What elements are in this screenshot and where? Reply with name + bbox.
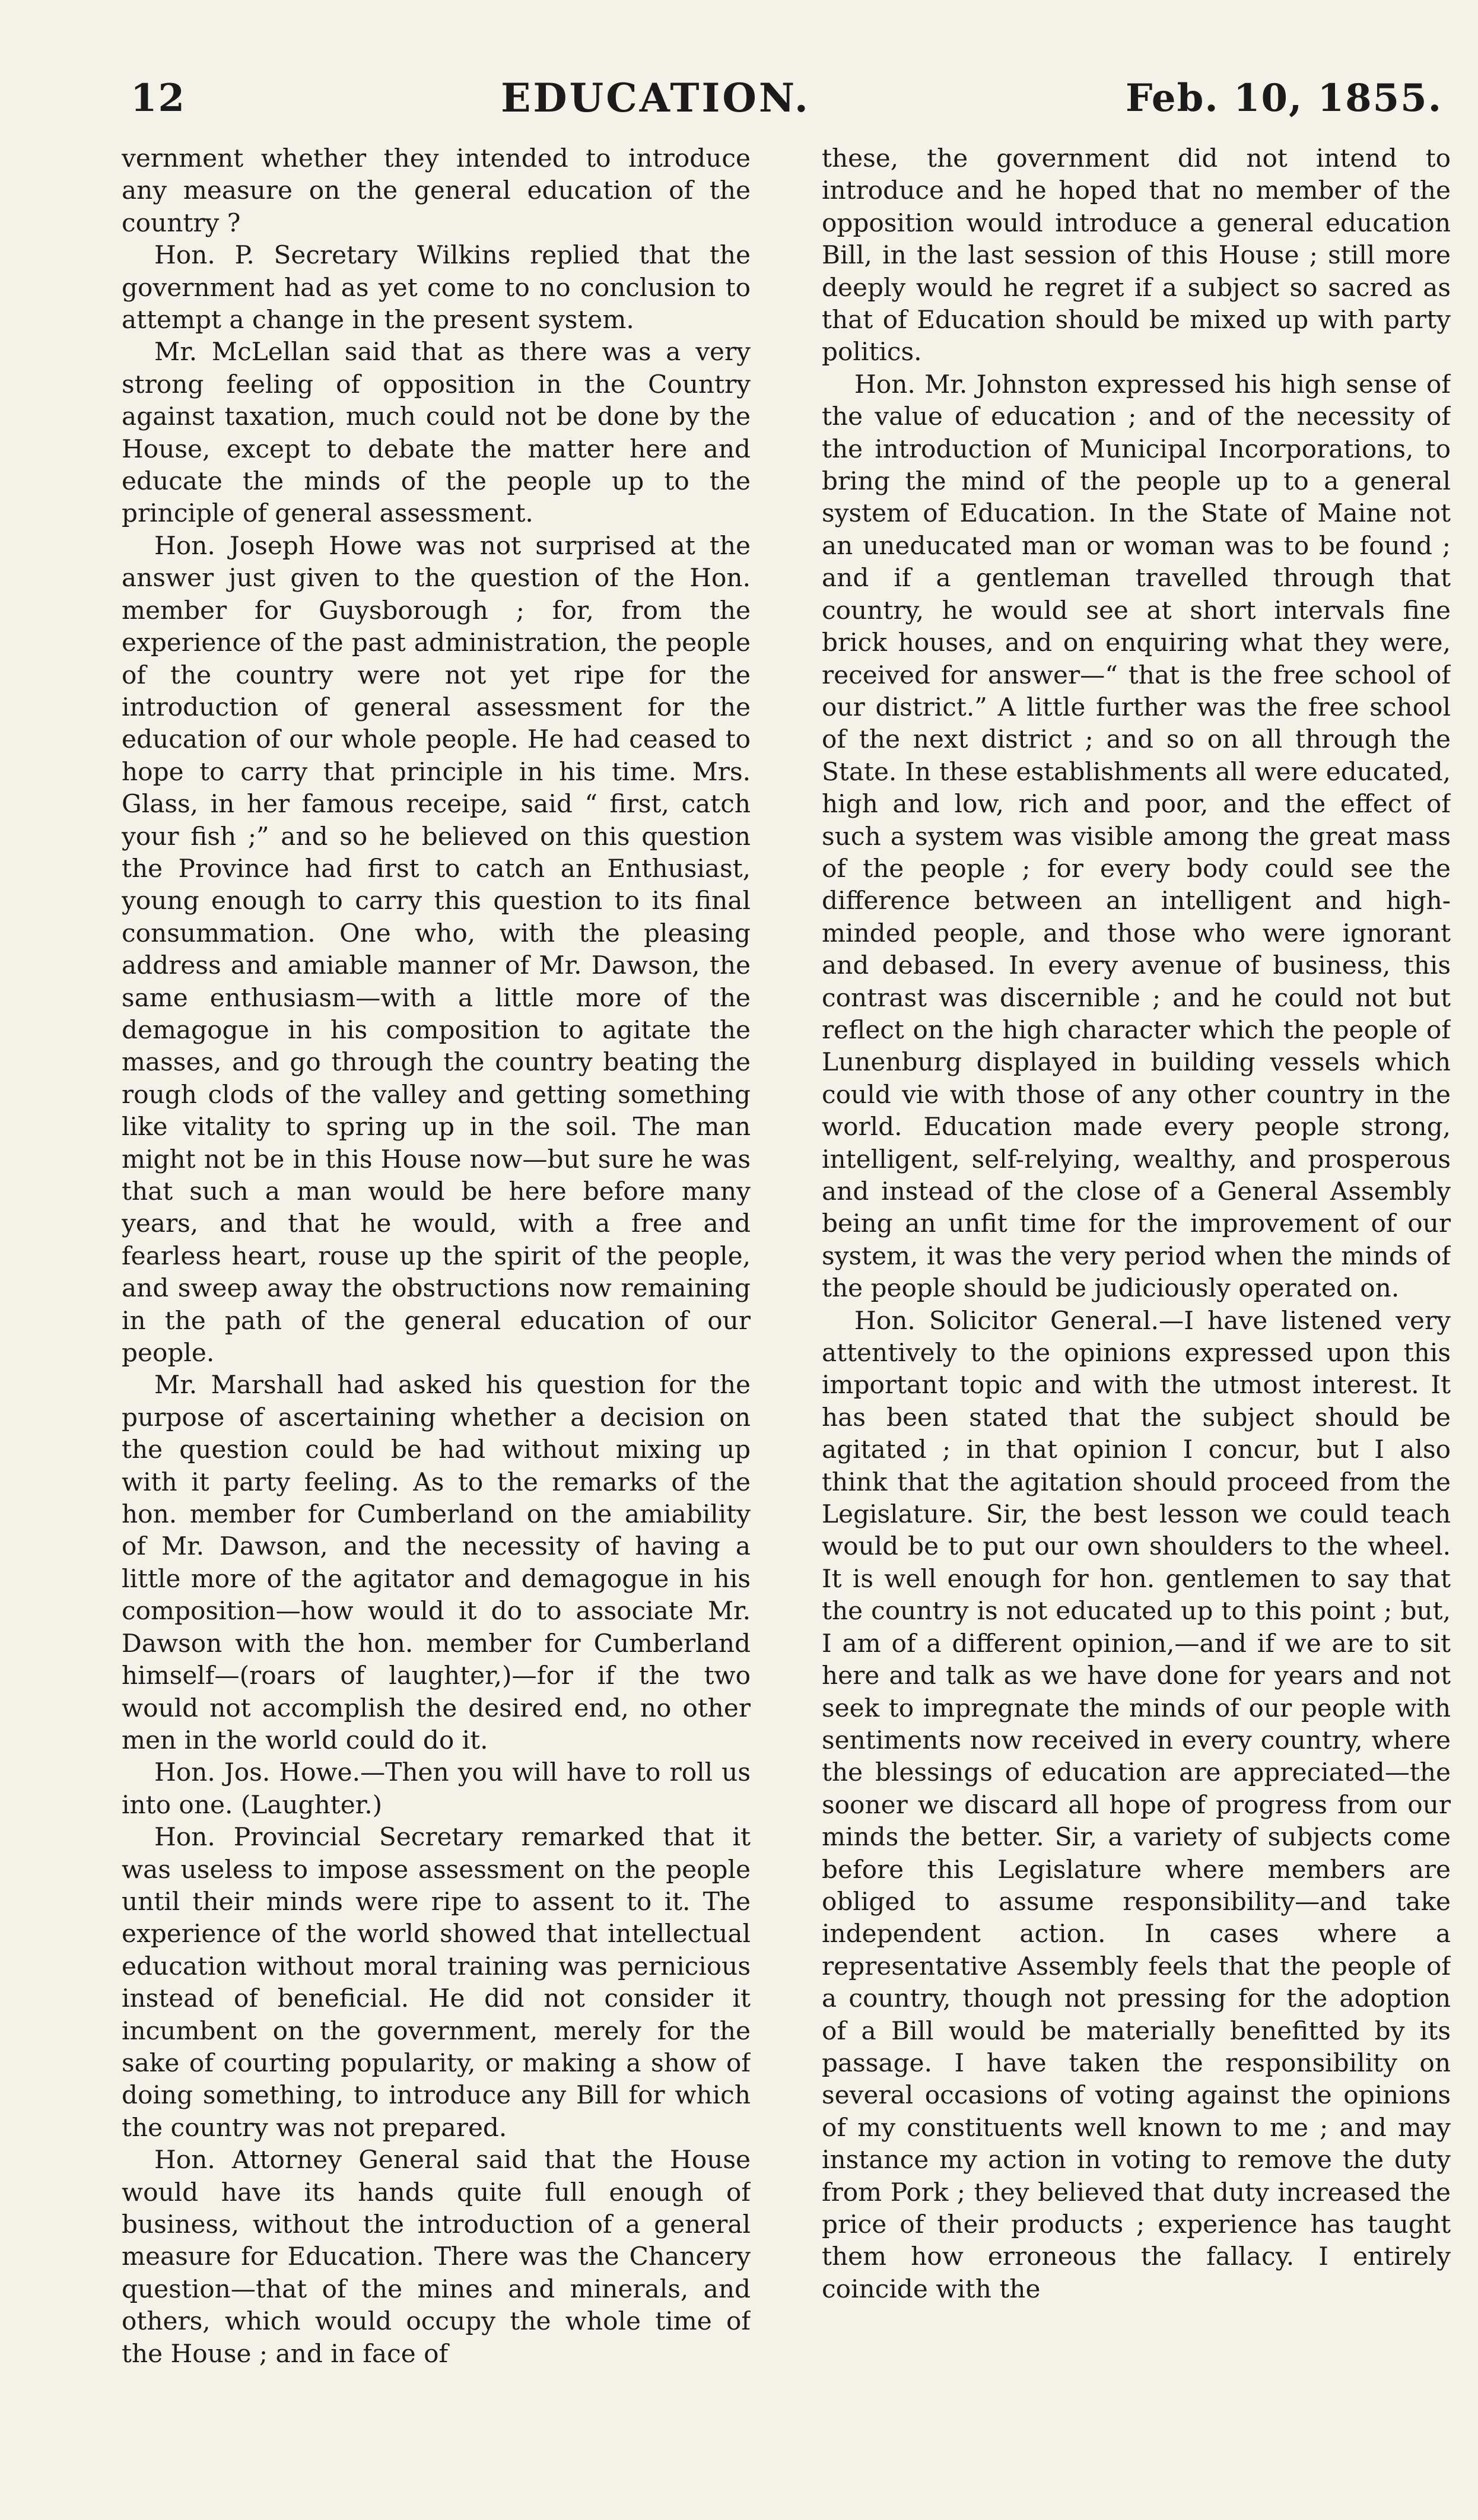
paragraph: these, the government did not intend to introduce and he hoped that no member of the opposition would introduce a general education Bill, in the last session of this House ; still more deeply would he regret if a subject so sacred as that of Education should be mixed up with party politics. xyxy=(822,144,1451,367)
paragraph: vernment whether they intended to introduce any measure on the general education of the country ? xyxy=(122,144,751,237)
paragraph: Hon. Joseph Howe was not surprised at the answer just given to the question of the Hon. member for Guysborough ; for, from the experience of the past administration, the people of the country were not yet ripe for the introduction of general assessment for the education of our whole people. He had ceased to hope to carry that principle in his time. Mrs. Glass, in her famous receipe, said “ first, catch your fish ;” and so he believed on this question the Province had first to catch an Enthusiast, young enough to carry this question to its final consummation. One who, with the pleasing address and amiable manner of Mr. Dawson, the same enthusiasm—with a little more of the demagogue in his composition to agitate the masses, and go through the country beating the rough clods of the valley and getting something like vitality to spring up in the soil. The man might not be in this House now—but sure he was that such a man would be here before many years, and that he would, with a free and fearless heart, rouse up the spirit of the people, and sweep away the obstructions now remaining in the path of the general education of our people. xyxy=(122,530,751,1368)
left-column xyxy=(122,142,751,2486)
column-divider xyxy=(785,142,787,2486)
page-header xyxy=(131,71,1442,125)
paragraph: Mr. McLellan said that as there was a very strong feeling of opposition in the Country against taxation, much could not be done by the House, except to debate the matter here and educate the minds of the people up to the principle of general assessment. xyxy=(122,337,751,528)
paragraph: Mr. Marshall had asked his question for the purpose of ascertaining whether a decision on the question could be had without mixing up with it party feeling. As to the remarks of the hon. member for Cumberland on the amiability of Mr. Dawson, and the necessity of having a little more of the agitator and demagogue in his composition—how would it do to associate Mr. Dawson with the hon. member for Cumberland himself—(roars of laughter,)—for if the two would not accomplish the desired end, no other men in the world could do it. xyxy=(122,1370,751,1755)
issue-date: Feb. 10, 1855. xyxy=(1125,75,1442,120)
paragraph: Hon. Solicitor General.—I have listened very attentively to the opinions expressed upon this important topic and with the utmost interest. It has been stated that the subject should be agitated ; in that opinion I concur, but I also think that the agitation should proceed from the Legislature. Sir, the best lesson we could teach would be to put our own shoulders to the wheel. It is well enough for hon. gentlemen to say that the country is not educated up to this point ; but, I am of a different opinion,—and if we are to sit here and talk as we have done for years and not seek to impregnate the minds of our people with sentiments now received in every country, where the blessings of education are appreciated—the sooner we discard all hope of progress from our minds the better. Sir, a variety of subjects come before this Legislature where members are obliged to assume responsibility—and take independent action. In cases where a representative Assembly feels that the people of a country, though not pressing for the adoption of a Bill would be materially benefitted by its passage. I have taken the responsibility on several occasions of voting against the opinions of my constituents well known to me ; and may instance my action in voting to remove the duty from Pork ; they believed that duty increased the price of their products ; experience has taught them how erroneous the fallacy. I entirely coincide with the xyxy=(822,1305,1451,2303)
paragraph: Hon. Attorney General said that the House would have its hands quite full enough of business, without the introduction of a general measure for Education. There was the Chancery question—that of the mines and minerals, and others, which would occupy the whole time of the House ; and in face of xyxy=(122,2145,751,2368)
paragraph: Hon. Provincial Secretary remarked that it was useless to impose assessment on the people until their minds were ripe to assent to it. The experience of the world showed that intellectual education without moral training was pernicious instead of beneficial. He did not consider it incumbent on the government, merely for the sake of courting popularity, or making a show of doing something, to introduce any Bill for which the country was not prepared. xyxy=(122,1822,751,2142)
paragraph: Hon. Mr. Johnston expressed his high sense of the value of education ; and of the necessity of the introduction of Municipal Incorporations, to bring the mind of the people up to a general system of Education. In the State of Maine not an uneducated man or woman was to be found ; and if a gentleman travelled through that country, he would see at short intervals fine brick houses, and on enquiring what they were, received for answer—“ that is the free school of our district.” A little further was the free school of the next district ; and so on all through the State. In these establishments all were educated, high and low, rich and poor, and the effect of such a system was visible among the great mass of the people ; for every body could see the difference between an intelligent and high-minded people, and those who were ignorant and debased. In every avenue of business, this contrast was discernible ; and he could not but reflect on the high character which the people of Lunenburg displayed in building vessels which could vie with those of any other country in the world. Education made every people strong, intelligent, self-relying, wealthy, and prosperous and instead of the close of a General Assembly being an unfit time for the improvement of our system, it was the very period when the minds of the people should be judiciously operated on. xyxy=(822,369,1451,1303)
right-column xyxy=(822,142,1451,2486)
paragraph: Hon. P. Secretary Wilkins replied that the government had as yet come to no conclusion to attempt a change in the present system. xyxy=(122,240,751,335)
page-number: 12 xyxy=(131,75,186,120)
running-title: EDUCATION. xyxy=(501,75,810,121)
text-columns xyxy=(122,142,1451,2486)
paragraph: Hon. Jos. Howe.—Then you will have to roll us into one. (Laughter.) xyxy=(122,1758,751,1819)
